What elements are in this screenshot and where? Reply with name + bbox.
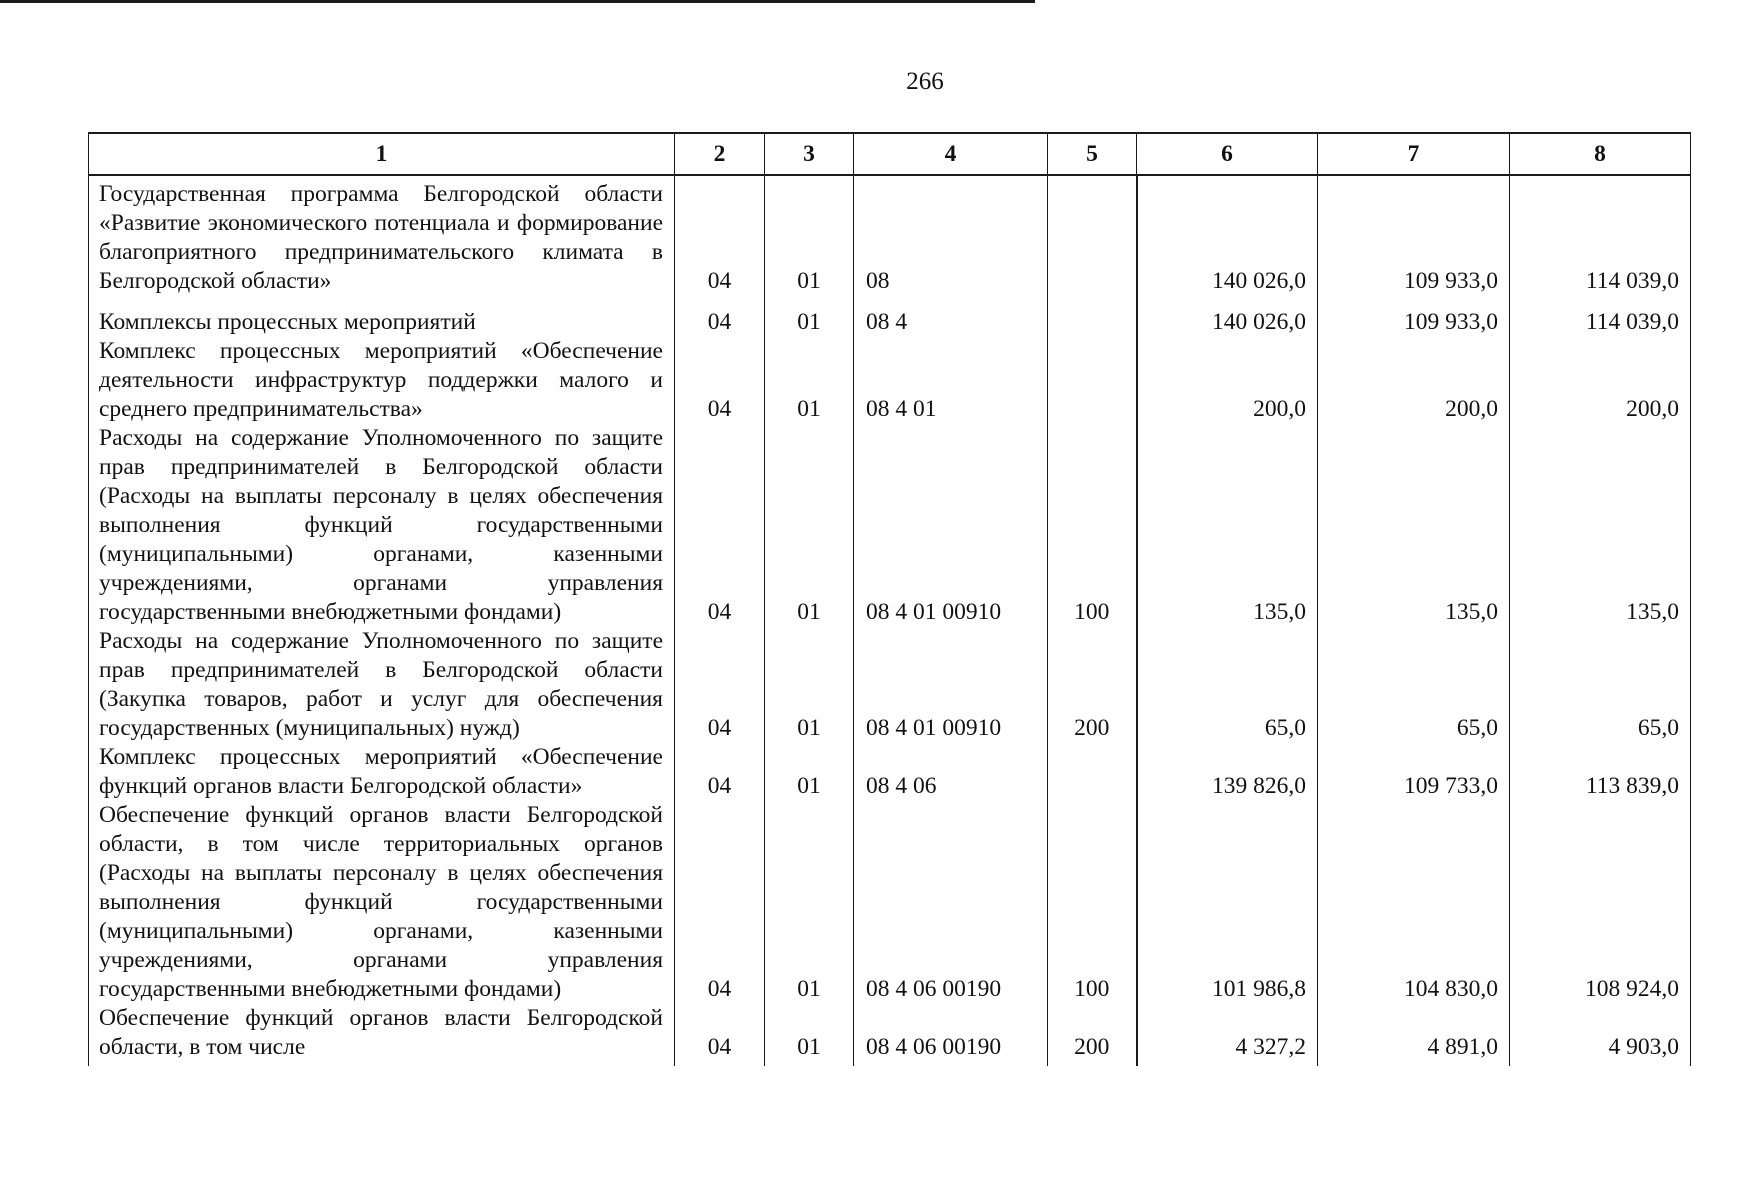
row-expense-type: 200 xyxy=(1048,627,1137,743)
row-amount-year2: 109 933,0 xyxy=(1318,175,1510,296)
row-amount-year1: 101 986,8 xyxy=(1137,801,1318,1004)
row-amount-year1: 139 826,0 xyxy=(1137,743,1318,801)
row-target-article: 08 4 01 xyxy=(854,337,1048,424)
row-section: 04 xyxy=(675,337,765,424)
row-name: Обеспечение функций органов власти Белгородской области, в том числе xyxy=(89,1004,675,1066)
column-header-1: 1 xyxy=(89,133,675,175)
row-target-article: 08 4 xyxy=(854,296,1048,337)
row-amount-year2: 135,0 xyxy=(1318,424,1510,627)
row-amount-year2: 104 830,0 xyxy=(1318,801,1510,1004)
row-expense-type xyxy=(1048,296,1137,337)
row-amount-year1: 200,0 xyxy=(1137,337,1318,424)
page-number: 266 xyxy=(906,68,944,95)
row-section: 04 xyxy=(675,801,765,1004)
table-row xyxy=(89,175,1691,296)
row-amount-year2: 65,0 xyxy=(1318,627,1510,743)
row-target-article: 08 4 01 00910 xyxy=(854,424,1048,627)
row-section: 04 xyxy=(675,424,765,627)
row-amount-year2: 4 891,0 xyxy=(1318,1004,1510,1066)
row-amount-year2: 109 933,0 xyxy=(1318,296,1510,337)
row-subsection: 01 xyxy=(765,337,854,424)
row-amount-year3: 114 039,0 xyxy=(1510,175,1691,296)
table-row xyxy=(89,1004,1691,1066)
row-name: Комплекс процессных мероприятий «Обеспечение функций органов власти Белгородской области» xyxy=(89,743,675,801)
row-amount-year3: 4 903,0 xyxy=(1510,1004,1691,1066)
row-amount-year2: 109 733,0 xyxy=(1318,743,1510,801)
column-header-4: 4 xyxy=(854,133,1048,175)
row-expense-type xyxy=(1048,337,1137,424)
column-header-3: 3 xyxy=(765,133,854,175)
row-section: 04 xyxy=(675,627,765,743)
row-name: Государственная программа Белгородской области «Развитие экономического потенциала и формирование благоприятного предпринимательского климата в Белгородской области» xyxy=(89,175,675,296)
table-row xyxy=(89,296,1691,337)
row-expense-type: 100 xyxy=(1048,801,1137,1004)
row-amount-year1: 140 026,0 xyxy=(1137,175,1318,296)
column-header-8: 8 xyxy=(1510,133,1691,175)
row-subsection: 01 xyxy=(765,743,854,801)
column-header-6: 6 xyxy=(1137,133,1318,175)
row-target-article: 08 4 06 00190 xyxy=(854,1004,1048,1066)
top-rule xyxy=(0,0,1035,3)
table-row xyxy=(89,801,1691,1004)
row-amount-year1: 65,0 xyxy=(1137,627,1318,743)
row-subsection: 01 xyxy=(765,296,854,337)
row-amount-year3: 108 924,0 xyxy=(1510,801,1691,1004)
row-expense-type xyxy=(1048,743,1137,801)
row-subsection: 01 xyxy=(765,1004,854,1066)
row-amount-year3: 200,0 xyxy=(1510,337,1691,424)
table-header-row xyxy=(89,133,1691,175)
row-target-article: 08 xyxy=(854,175,1048,296)
row-amount-year1: 140 026,0 xyxy=(1137,296,1318,337)
row-name: Расходы на содержание Уполномоченного по защите прав предпринимателей в Белгородской области (Расходы на выплаты персоналу в целях обеспечения выполнения функций государственными (муниципальными) органами, казенными учреждениями, органами управления государственными внебюджетными фондами) xyxy=(89,424,675,627)
table-row xyxy=(89,743,1691,801)
row-amount-year3: 65,0 xyxy=(1510,627,1691,743)
budget-table xyxy=(88,132,1691,1066)
row-name: Обеспечение функций органов власти Белгородской области, в том числе территориальных органов (Расходы на выплаты персоналу в целях обеспечения выполнения функций государственными (муниципальными) органами, казенными учреждениями, органами управления государственными внебюджетными фондами) xyxy=(89,801,675,1004)
row-amount-year1: 4 327,2 xyxy=(1137,1004,1318,1066)
row-section: 04 xyxy=(675,175,765,296)
row-subsection: 01 xyxy=(765,424,854,627)
row-target-article: 08 4 06 xyxy=(854,743,1048,801)
table-row xyxy=(89,627,1691,743)
table-row xyxy=(89,424,1691,627)
row-name: Комплексы процессных мероприятий xyxy=(89,296,675,337)
row-section: 04 xyxy=(675,1004,765,1066)
row-name: Комплекс процессных мероприятий «Обеспечение деятельности инфраструктур поддержки малого и среднего предпринимательства» xyxy=(89,337,675,424)
row-amount-year3: 113 839,0 xyxy=(1510,743,1691,801)
row-subsection: 01 xyxy=(765,175,854,296)
column-header-2: 2 xyxy=(675,133,765,175)
row-section: 04 xyxy=(675,296,765,337)
row-target-article: 08 4 06 00190 xyxy=(854,801,1048,1004)
row-subsection: 01 xyxy=(765,627,854,743)
table-row xyxy=(89,337,1691,424)
row-expense-type: 100 xyxy=(1048,424,1137,627)
column-header-5: 5 xyxy=(1048,133,1137,175)
row-amount-year2: 200,0 xyxy=(1318,337,1510,424)
row-section: 04 xyxy=(675,743,765,801)
row-amount-year1: 135,0 xyxy=(1137,424,1318,627)
row-target-article: 08 4 01 00910 xyxy=(854,627,1048,743)
row-amount-year3: 135,0 xyxy=(1510,424,1691,627)
row-expense-type: 200 xyxy=(1048,1004,1137,1066)
row-amount-year3: 114 039,0 xyxy=(1510,296,1691,337)
row-name: Расходы на содержание Уполномоченного по защите прав предпринимателей в Белгородской области (Закупка товаров, работ и услуг для обеспечения государственных (муниципальных) нужд) xyxy=(89,627,675,743)
column-header-7: 7 xyxy=(1318,133,1510,175)
row-subsection: 01 xyxy=(765,801,854,1004)
row-expense-type xyxy=(1048,175,1137,296)
